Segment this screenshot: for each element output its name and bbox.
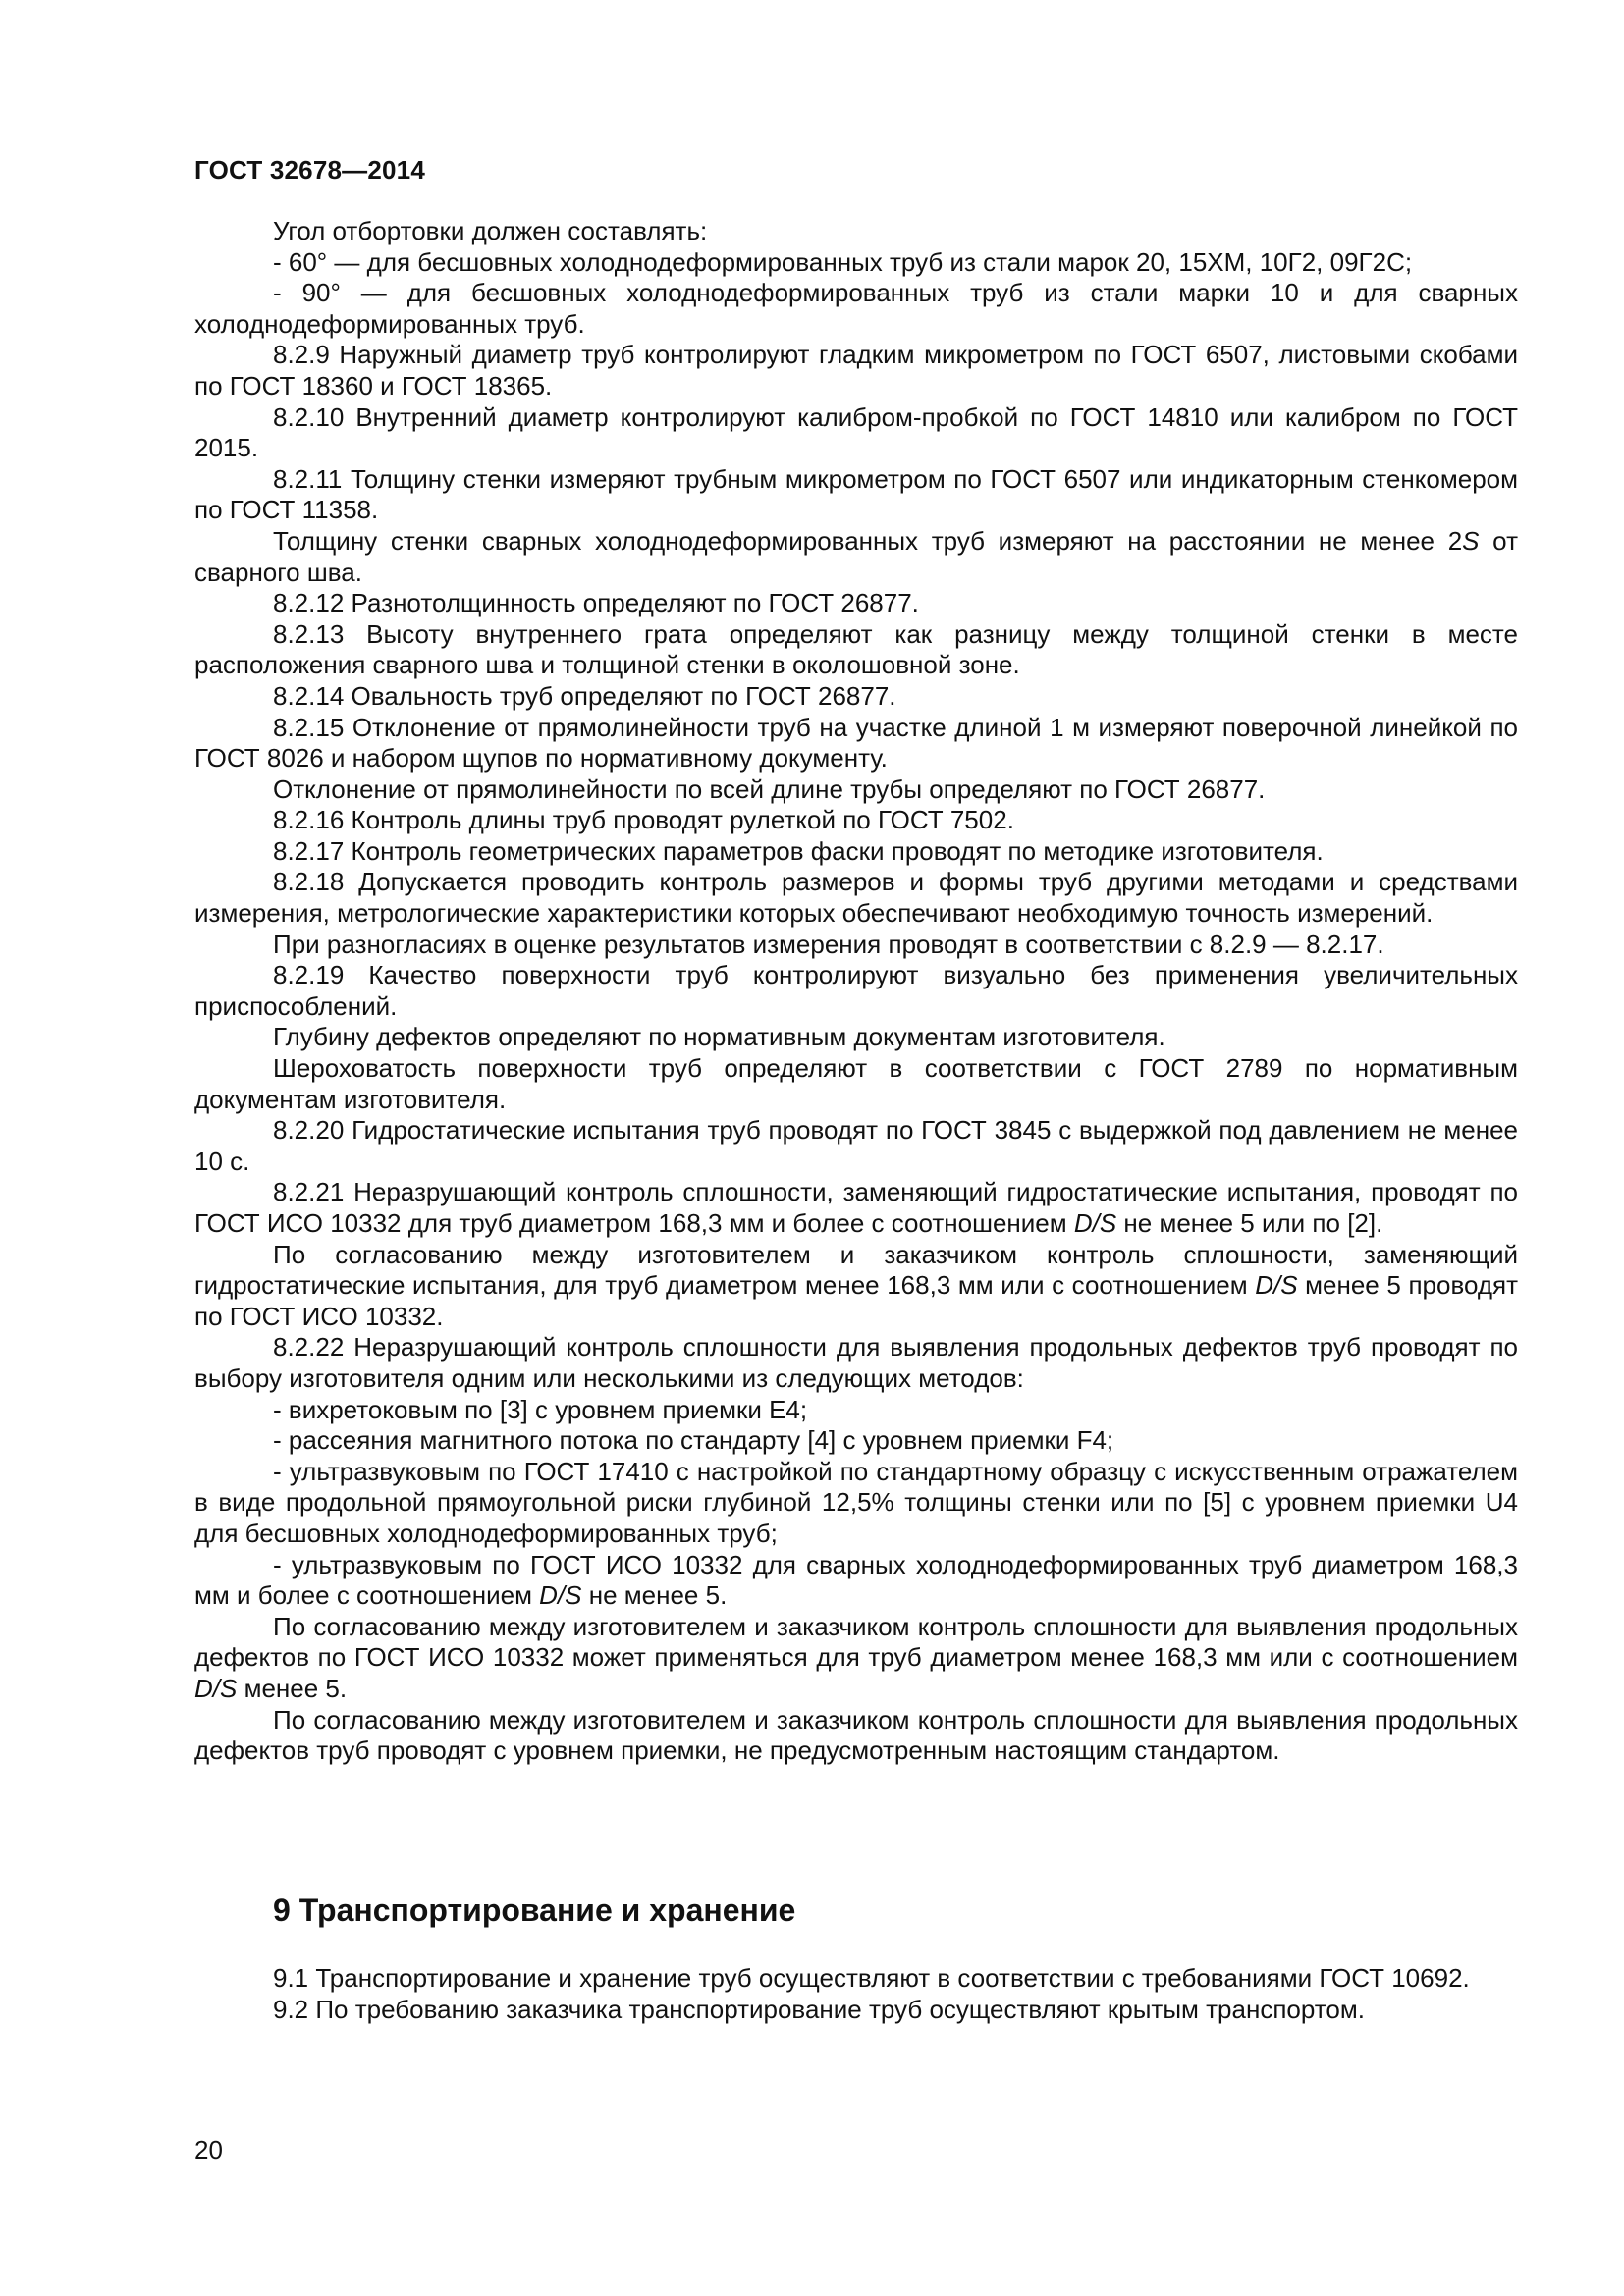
italic-symbol: S xyxy=(1462,525,1480,556)
paragraph-text: 8.2.16 Контроль длины труб проводят рулеткой по ГОСТ 7502. xyxy=(273,805,1014,835)
paragraph-text: менее 5. xyxy=(237,1673,348,1703)
paragraph-text: 8.2.13 Высоту внутреннего грата определяют как разницу между толщиной стенки в месте расположения сварного шва и толщиной стенки в околошовной зоне. xyxy=(194,618,1518,680)
paragraph xyxy=(194,1022,1518,1053)
paragraph xyxy=(194,1332,1518,1394)
paragraph xyxy=(194,278,1518,340)
paragraph xyxy=(194,774,1518,806)
paragraph xyxy=(194,1457,1518,1550)
paragraph-text: 8.2.11 Толщину стенки измеряют трубным микрометром по ГОСТ 6507 или индикаторным стенкомером по ГОСТ 11358. xyxy=(194,463,1518,525)
paragraph-text: Глубину дефектов определяют по нормативным документам изготовителя. xyxy=(273,1022,1165,1052)
italic-symbol: D/S xyxy=(1073,1208,1117,1238)
paragraph-text: При разногласиях в оценке результатов измерения проводят в соответствии с 8.2.9 — 8.2.17. xyxy=(273,929,1384,959)
paragraph-text: от сварного шва. xyxy=(194,525,1518,587)
italic-symbol: D/S xyxy=(1255,1270,1298,1301)
paragraph-text: - ультразвуковым по ГОСТ ИСО 10332 для сварных холоднодеформированных труб диаметром 168,3 мм и более с соотношением xyxy=(194,1549,1518,1611)
paragraph-text: - рассеяния магнитного потока по стандарту [4] с уровнем приемки F4; xyxy=(273,1425,1114,1456)
section-9-body xyxy=(194,1963,1518,2025)
paragraph xyxy=(194,1963,1518,1995)
paragraph xyxy=(194,1395,1518,1426)
paragraph xyxy=(194,247,1518,279)
paragraph-text: не менее 5. xyxy=(581,1580,728,1611)
paragraph xyxy=(194,216,1518,247)
paragraph-text: 8.2.9 Наружный диаметр труб контролируют гладким микрометром по ГОСТ 6507, листовыми скобами по ГОСТ 18360 и ГОСТ 18365. xyxy=(194,340,1518,400)
paragraph-text: 9.1 Транспортирование и хранение труб осуществляют в соответствии с требованиями ГОСТ 10692. xyxy=(273,1963,1470,1993)
paragraph-text: 8.2.12 Разнотолщинность определяют по ГОСТ 26877. xyxy=(273,588,919,618)
paragraph-text: Отклонение от прямолинейности по всей длине трубы определяют по ГОСТ 26877. xyxy=(273,774,1266,804)
section-8-2-body xyxy=(194,216,1518,1767)
paragraph-text: менее 5 проводят по ГОСТ ИСО 10332. xyxy=(194,1270,1519,1331)
paragraph-text: 9.2 По требованию заказчика транспортирование труб осуществляют крытым транспортом. xyxy=(273,1994,1365,2024)
paragraph-text: 8.2.20 Гидростатические испытания труб проводят по ГОСТ 3845 с выдержкой под давлением не менее 10 с. xyxy=(194,1115,1518,1176)
italic-symbol: D/S xyxy=(194,1673,238,1703)
italic-symbol: D/S xyxy=(539,1580,582,1611)
paragraph-text: - ультразвуковым по ГОСТ 17410 с настройкой по стандартному образцу с искусственным отражателем в виде продольной прямоугольной риски глубиной 12,5% толщины стенки или по [5] с уровнем приемки U4 для бесшовных холоднодеформированных труб; xyxy=(194,1456,1518,1548)
paragraph-text: - 90° — для бесшовных холоднодеформированных труб из стали марки 10 и для сварных холоднодеформированных труб. xyxy=(194,278,1518,339)
paragraph-text: 8.2.15 Отклонение от прямолинейности труб на участке длиной 1 м измеряют поверочной линейкой по ГОСТ 8026 и набором щупов по нормативному документу. xyxy=(194,712,1518,774)
paragraph-text: Толщину стенки сварных холоднодеформированных труб измеряют на расстоянии не менее 2 xyxy=(273,525,1463,556)
page-number: 20 xyxy=(194,2135,223,2164)
paragraph xyxy=(194,1995,1518,2026)
paragraph xyxy=(194,960,1518,1022)
paragraph xyxy=(194,464,1518,526)
paragraph-text: 8.2.21 Неразрушающий контроль сплошности, заменяющий гидростатические испытания, проводят по ГОСТ ИСО 10332 для труб диаметром 168,3 мм и более с соотношением xyxy=(194,1177,1518,1238)
paragraph-text: - вихретоковым по [3] с уровнем приемки Е4; xyxy=(273,1394,808,1424)
paragraph xyxy=(194,713,1518,774)
paragraph-text: - 60° — для бесшовных холоднодеформированных труб из стали марок 20, 15ХМ, 10Г2, 09Г2С; xyxy=(273,246,1413,277)
paragraph xyxy=(194,1177,1518,1239)
paragraph-text: Угол отбортовки должен составлять: xyxy=(273,216,708,245)
paragraph-text: По согласованию между изготовителем и заказчиком контроль сплошности, заменяющий гидростатические испытания, для труб диаметром менее 168,3 мм или с соотношением xyxy=(194,1239,1518,1301)
paragraph xyxy=(194,867,1518,929)
paragraph-text: Шероховатость поверхности труб определяют в соответствии с ГОСТ 2789 по нормативным документам изготовителя. xyxy=(194,1053,1518,1114)
paragraph-text: не менее 5 или по [2]. xyxy=(1116,1208,1383,1238)
paragraph-text: По согласованию между изготовителем и заказчиком контроль сплошности для выявления продольных дефектов по ГОСТ ИСО 10332 может применяться для труб диаметром менее 168,3 мм или с соотношением xyxy=(194,1611,1518,1673)
paragraph xyxy=(194,1425,1518,1457)
paragraph-text: 8.2.17 Контроль геометрических параметров фаски проводят по методике изготовителя. xyxy=(273,835,1324,866)
paragraph xyxy=(194,588,1518,619)
paragraph-text: 8.2.14 Овальность труб определяют по ГОСТ 26877. xyxy=(273,680,896,711)
section-9-heading: 9 Транспортирование и хранение xyxy=(273,1893,796,1928)
paragraph-text: По согласованию между изготовителем и заказчиком контроль сплошности для выявления продольных дефектов труб проводят с уровнем приемки, не предусмотренным настоящим стандартом. xyxy=(194,1704,1518,1766)
paragraph xyxy=(194,1550,1518,1612)
paragraph xyxy=(194,1115,1518,1177)
paragraph xyxy=(194,1240,1518,1333)
paragraph-text: 8.2.10 Внутренний диаметр контролируют калибром-пробкой по ГОСТ 14810 или калибром по ГОСТ 2015. xyxy=(194,401,1518,463)
document-code-header: ГОСТ 32678—2014 xyxy=(194,155,425,185)
paragraph xyxy=(194,526,1518,588)
paragraph xyxy=(194,619,1518,681)
paragraph-text: 8.2.19 Качество поверхности труб контролируют визуально без применения увеличительных приспособлений. xyxy=(194,960,1518,1021)
paragraph xyxy=(194,1705,1518,1767)
paragraph xyxy=(194,1612,1518,1705)
paragraph xyxy=(194,805,1518,836)
paragraph-text: 8.2.18 Допускается проводить контроль размеров и формы труб другими методами и средствами измерения, метрологические характеристики которых обеспечивают необходимую точность измерений. xyxy=(194,867,1518,929)
paragraph-text: 8.2.22 Неразрушающий контроль сплошности для выявления продольных дефектов труб проводят по выбору изготовителя одним или несколькими из следующих методов: xyxy=(194,1332,1518,1393)
paragraph xyxy=(194,681,1518,713)
paragraph xyxy=(194,1053,1518,1115)
paragraph xyxy=(194,402,1518,464)
paragraph xyxy=(194,930,1518,961)
paragraph xyxy=(194,340,1518,401)
paragraph xyxy=(194,836,1518,868)
